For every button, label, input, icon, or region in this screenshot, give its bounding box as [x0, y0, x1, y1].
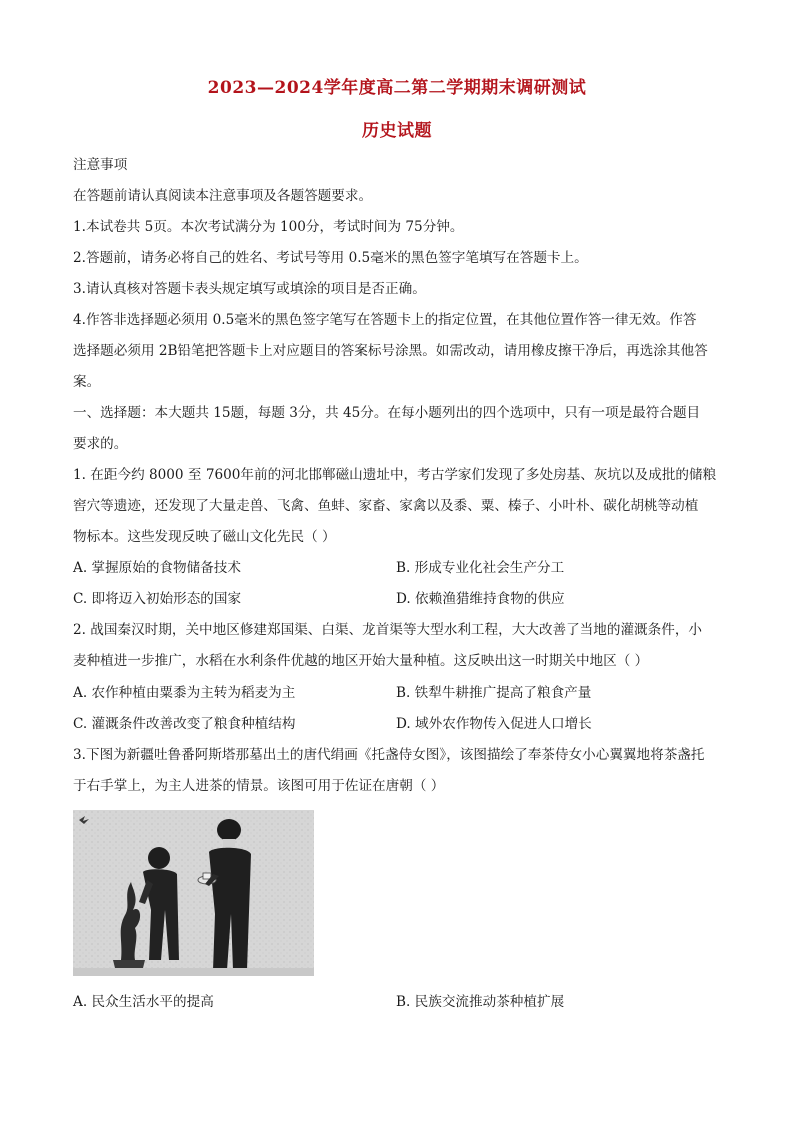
question-2-stem: 麦种植进一步推广，水稻在水利条件优越的地区开始大量种植。这反映出这一时期关中地区（ ）: [73, 653, 649, 669]
section-instruction: 一、选择题：本大题共 15题，每题 3分，共 45分。在每小题列出的四个选项中，只有一项是最符合题目: [73, 405, 701, 421]
notice-item: 案。: [73, 374, 101, 390]
question-3-option-a: A. 民众生活水平的提高: [73, 994, 214, 1010]
notice-item: 选择题必须用 2B铅笔把答题卡上对应题目的答案标号涂黑。如需改动，请用橡皮擦干净后，再选涂其他答: [73, 343, 708, 359]
question-1-option-b: B. 形成专业化社会生产分工: [396, 560, 565, 576]
question-2-option-a: A. 农作种植由粟黍为主转为稻麦为主: [73, 685, 296, 701]
question-2-option-c: C. 灌溉条件改善改变了粮食种植结构: [73, 716, 296, 732]
question-1-option-d: D. 依赖渔猎维持食物的供应: [396, 591, 565, 607]
notice-intro: 在答题前请认真阅读本注意事项及各题答题要求。: [73, 188, 373, 204]
notice-item: 3.请认真核对答题卡表头规定填写或填涂的项目是否正确。: [73, 281, 426, 297]
question-2-stem: 2. 战国秦汉时期，关中地区修建郑国渠、白渠、龙首渠等大型水利工程，大大改善了当地的灌溉条件，小: [73, 622, 703, 638]
question-3-stem: 3.下图为新疆吐鲁番阿斯塔那墓出土的唐代绢画《托盏侍女图》，该图描绘了奉茶侍女小心翼翼地将茶盏托: [73, 747, 705, 763]
question-3-stem: 于右手掌上，为主人进茶的情景。该图可用于佐证在唐朝（ ）: [73, 778, 445, 794]
question-1-option-c: C. 即将迈入初始形态的国家: [73, 591, 242, 607]
question-1-stem: 1. 在距今约 8000 至 7600年前的河北邯郸磁山遗址中，考古学家们发现了多处房基、灰坑以及成批的储粮: [73, 467, 717, 483]
notice-heading: 注意事项: [73, 157, 128, 173]
section-instruction: 要求的。: [73, 436, 128, 452]
notice-item: 2.答题前，请务必将自己的姓名、考试号等用 0.5毫米的黑色签字笔填写在答题卡上。: [73, 250, 588, 266]
exam-subject-title: 历史试题: [362, 121, 432, 141]
exam-title: 2023—2024学年度高二第二学期期末调研测试: [207, 78, 587, 98]
question-3-option-b: B. 民族交流推动茶种植扩展: [396, 994, 565, 1010]
question-1-stem: 物标本。这些发现反映了磁山文化先民（ ）: [73, 529, 336, 545]
question-1-stem: 窖穴等遗迹，还发现了大量走兽、飞禽、鱼蚌、家畜、家禽以及黍、粟、榛子、小叶朴、碳化胡桃等动植: [73, 498, 699, 514]
tea-maid-painting-image: [73, 810, 314, 976]
painting-illustration: [73, 810, 314, 976]
question-1-option-a: A. 掌握原始的食物储备技术: [73, 560, 241, 576]
question-2-option-b: B. 铁犁牛耕推广提高了粮食产量: [396, 685, 592, 701]
question-2-option-d: D. 域外农作物传入促进人口增长: [396, 716, 592, 732]
notice-item: 4.作答非选择题必须用 0.5毫米的黑色签字笔写在答题卡上的指定位置，在其他位置作答一律无效。作答: [73, 312, 697, 328]
notice-item: 1.本试卷共 5页。本次考试满分为 100分，考试时间为 75分钟。: [73, 219, 464, 235]
